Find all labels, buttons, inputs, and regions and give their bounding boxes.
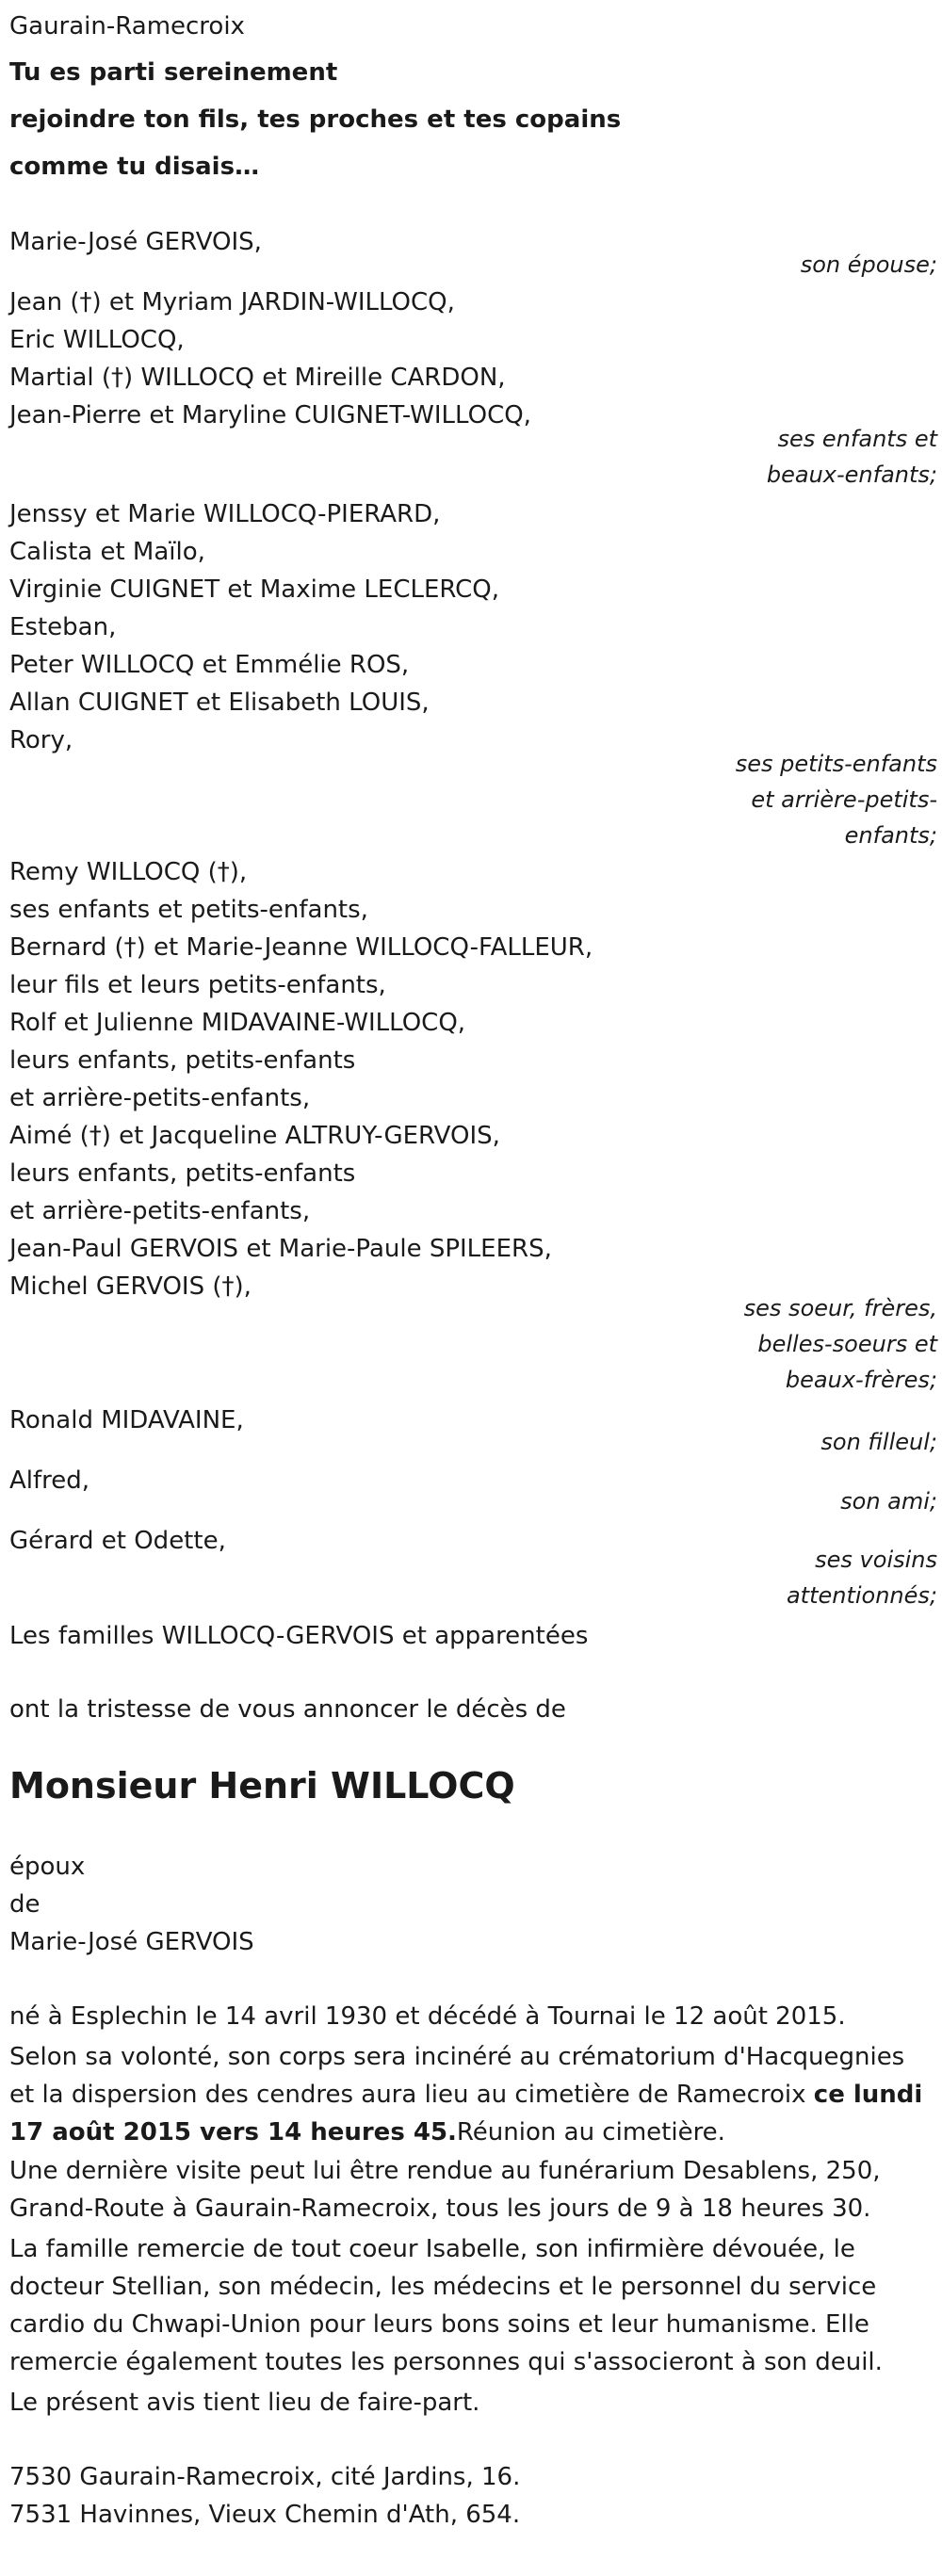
thanks-paragraph: La famille remercie de tout coeur Isabelle, son infirmière dévouée, le docteur Stellian, son médecin, les médecins et le personnel du service cardio du Chwapi-Union pour leurs bons soins et leur humanisme. Elle remercie également toutes les personnes qui s'associeront à son deuil. [9,2235,883,2376]
visit-paragraph: Une dernière visite peut lui être rendue au funérarium Desablens, 250, Grand-Route à Gaurain-Ramecroix, tous les jours de 9 à 18 heures 30. [9,2157,881,2223]
cremation-text: et la dispersion des cendres aura lieu au cimetière de Ramecroix [9,2081,814,2109]
intro-line-2: rejoindre ton fils, tes proches et tes copains [9,105,622,134]
sibling-line: leurs enfants, petits-enfants [9,1046,356,1075]
intro-line-1: Tu es parti sereinement [9,58,338,87]
neighbors-role: attentionnés; [786,1582,937,1609]
friend-role: son ami; [840,1488,937,1515]
godson-name: Ronald MIDAVAINE, [9,1406,244,1434]
friend-name: Alfred, [9,1466,90,1495]
neighbors-name: Gérard et Odette, [9,1527,226,1555]
child-name: Jean (†) et Myriam JARDIN-WILLOCQ, [9,288,455,316]
sibling-line: Bernard (†) et Marie-Jeanne WILLOCQ-FALLEUR, [9,933,593,962]
intro-line-3: comme tu disais… [9,153,260,181]
sibling-line: Remy WILLOCQ (†), [9,858,248,886]
sibling-line: et arrière-petits-enfants, [9,1084,311,1112]
cremation-line [9,2114,725,2151]
siblings-role: belles-soeurs et [757,1331,937,1357]
grandchild-name: Jenssy et Marie WILLOCQ-PIERARD, [9,500,441,528]
announce-line: ont la tristesse de vous annoncer le décès de [9,1695,566,1724]
children-role: ses enfants et [777,426,937,452]
cremation-date-bold: 17 août 2015 vers 14 heures 45. [9,2118,457,2147]
grandchildren-role: ses petits-enfants [735,751,937,777]
child-name: Eric WILLOCQ, [9,326,185,354]
sibling-line: Aimé (†) et Jacqueline ALTRUY-GERVOIS, [9,1122,500,1150]
cremation-date-bold: ce lundi [813,2081,923,2109]
notice-line: Le présent avis tient lieu de faire-part. [9,2389,480,2417]
grandchild-name: Virginie CUIGNET et Maxime LECLERCQ, [9,575,500,604]
sibling-line: et arrière-petits-enfants, [9,1197,311,1225]
birth-death-line: né à Esplechin le 14 avril 1930 et décédé à Tournai le 12 août 2015. [9,2002,846,2031]
cremation-line [9,2076,922,2114]
cremation-line: Selon sa volonté, son corps sera incinéré au crématorium d'Hacquegnies [9,2043,905,2071]
husband-of-line: Marie-José GERVOIS [9,1928,254,1956]
place-heading: Gaurain-Ramecroix [9,12,245,41]
families-line: Les familles WILLOCQ-GERVOIS et apparentées [9,1622,589,1650]
sibling-line: ses enfants et petits-enfants, [9,896,368,924]
address-line: 7531 Havinnes, Vieux Chemin d'Ath, 654. [9,2501,521,2529]
grandchildren-role: enfants; [844,822,937,849]
spouse-name: Marie-José GERVOIS, [9,228,262,256]
husband-of-line: époux [9,1853,86,1881]
cremation-text: Réunion au cimetière. [456,2118,725,2147]
child-name: Jean-Pierre et Maryline CUIGNET-WILLOCQ, [9,401,531,429]
sibling-line: leurs enfants, petits-enfants [9,1159,356,1188]
siblings-role: ses soeur, frères, [743,1295,937,1321]
children-role: beaux-enfants; [766,462,937,488]
spouse-role: son épouse; [800,251,937,278]
address-line: 7530 Gaurain-Ramecroix, cité Jardins, 16. [9,2463,521,2491]
grandchild-name: Esteban, [9,613,117,641]
sibling-line: Michel GERVOIS (†), [9,1272,252,1301]
deceased-name: Monsieur Henri WILLOCQ [9,1765,515,1806]
sibling-line: Jean-Paul GERVOIS et Marie-Paule SPILEERS, [9,1235,552,1263]
sibling-line: Rolf et Julienne MIDAVAINE-WILLOCQ, [9,1009,466,1037]
sibling-line: leur fils et leurs petits-enfants, [9,971,386,999]
child-name: Martial (†) WILLOCQ et Mireille CARDON, [9,364,506,392]
grandchildren-role: et arrière-petits- [751,786,937,813]
grandchild-name: Rory, [9,726,73,754]
neighbors-role: ses voisins [815,1547,937,1573]
grandchild-name: Allan CUIGNET et Elisabeth LOUIS, [9,689,430,717]
siblings-role: beaux-frères; [785,1367,937,1393]
husband-of-line: de [9,1890,41,1919]
grandchild-name: Calista et Maïlo, [9,538,205,566]
grandchild-name: Peter WILLOCQ et Emmélie ROS, [9,651,410,679]
godson-role: son filleul; [820,1429,937,1455]
